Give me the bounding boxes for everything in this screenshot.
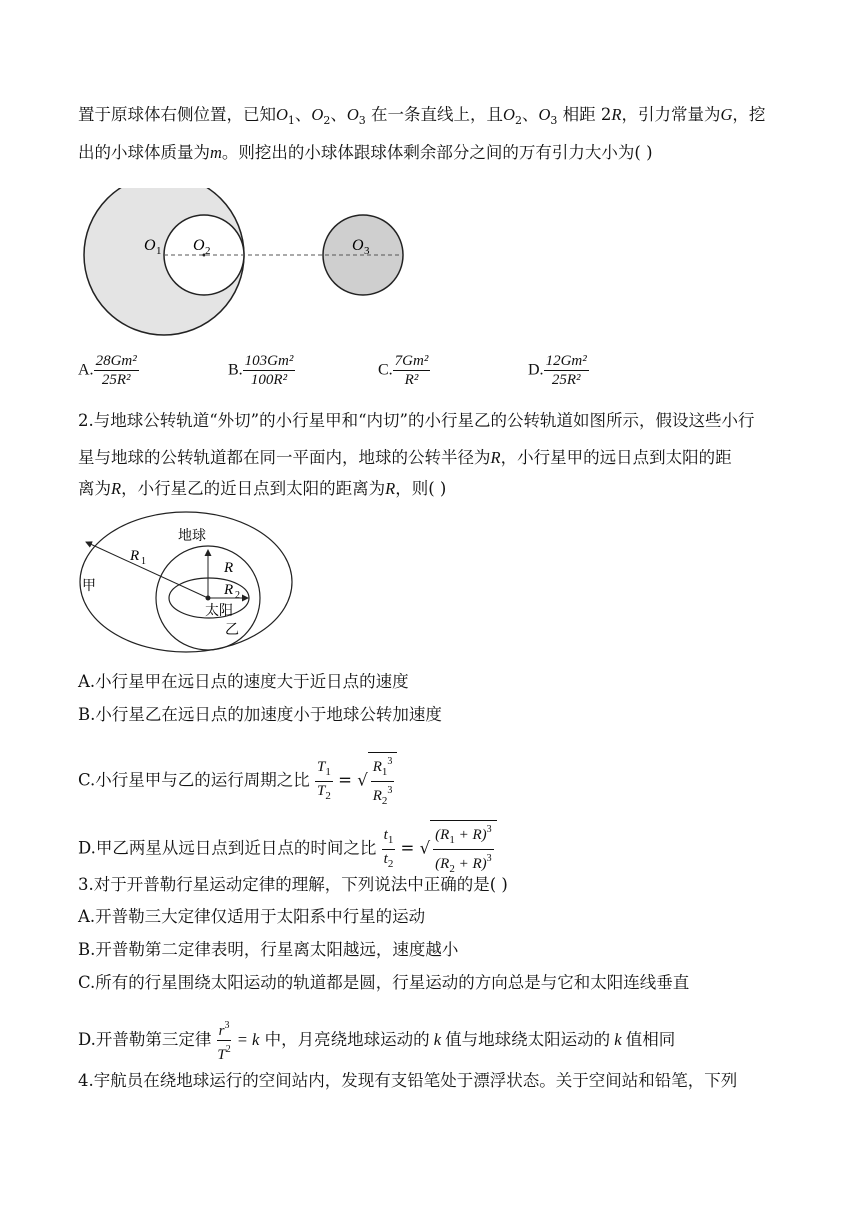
q2-line-1: 2.与地球公转轨道“外切”的小行星甲和“内切”的小行星乙的公转轨道如图所示，假设这些小行	[78, 411, 755, 430]
label-sun: 太阳	[205, 604, 233, 619]
label-o1: O	[144, 237, 156, 254]
svg-text:2: 2	[235, 590, 240, 601]
q2-option-b[interactable]: B.小行星乙在远日点的加速度小于地球公转加速度	[78, 705, 442, 724]
svg-text:R: R	[130, 548, 140, 564]
q2-orbit-figure	[78, 508, 298, 658]
q2-line-2: 星与地球的公转轨道都在同一平面内，地球的公转半径为R，小行星甲的远日点到太阳的距	[78, 448, 732, 467]
label-o3: O	[352, 237, 364, 254]
q1-option-d[interactable]: D. $\frac{\text{12Gm²}}{\text{25R²}}$	[528, 353, 587, 388]
q1-option-a[interactable]: A. $\frac{\text{28Gm²}}{\text{25R²}}$	[78, 353, 137, 388]
q3-option-b[interactable]: B.开普勒第二定律表明，行星离太阳越远，速度越小	[78, 940, 459, 959]
label-earth: 地球	[178, 529, 206, 544]
q2-line-3: 离为R，小行星乙的近日点到太阳的距离为R，则( )	[78, 479, 447, 498]
q2-option-c[interactable]: C.小行星甲与乙的运行周期之比 $\frac{T_1}{T_2}$ = √ $\frac{R_1^3}{R_2^3}$	[78, 752, 397, 810]
q3-stem: 3.对于开普勒行星运动定律的理解，下列说法中正确的是( )	[78, 875, 508, 894]
label-jia: 甲	[82, 579, 96, 594]
q3-option-a[interactable]: A.开普勒三大定律仅适用于太阳系中行星的运动	[78, 907, 426, 926]
q2-option-d[interactable]: D.甲乙两星从远日点到近日点的时间之比 $\frac{t_1}{t_2}$ = √ $\frac{(R_1 + R)^3}{(R_2 + R)^3}$	[78, 820, 497, 878]
label-o2: O	[193, 237, 205, 254]
q1-option-c[interactable]: C. $\frac{\text{7Gm²}}{\text{R²}}$	[378, 353, 429, 388]
svg-text:1: 1	[141, 556, 146, 567]
q4-stem: 4.宇航员在绕地球运行的空间站内，发现有支铅笔处于漂浮状态。关于空间站和铅笔，下列	[78, 1071, 738, 1090]
q1-sphere-figure	[80, 188, 410, 338]
q3-option-c[interactable]: C.所有的行星围绕太阳运动的轨道都是圆，行星运动的方向总是与它和太阳连线垂直	[78, 973, 690, 992]
q1-line-2: 出的小球体质量为m。则挖出的小球体跟球体剩余部分之间的万有引力大小为( )	[78, 143, 653, 162]
svg-text:1: 1	[156, 245, 162, 257]
q2-option-a[interactable]: A.小行星甲在远日点的速度大于近日点的速度	[78, 672, 409, 691]
svg-text:R: R	[224, 560, 234, 576]
q3-option-d[interactable]: D.开普勒第三定律 $\frac{r^3}{T^2}$ = k 中，月亮绕地球运动的 k 值与地球绕太阳运动的 k 值相同	[78, 1017, 675, 1064]
svg-text:R: R	[224, 582, 234, 598]
label-yi: 乙	[225, 623, 239, 638]
svg-text:3: 3	[364, 245, 370, 257]
q1-option-b[interactable]: B. $\frac{\text{103Gm²}}{\text{100R²}}$	[228, 353, 294, 388]
svg-text:2: 2	[205, 245, 211, 257]
q1-line-1: 置于原球体右侧位置，已知$O_1$、$O_2$、$O_3$ 在一条直线上，且$O_2$、$O_3$ 相距 2R，引力常量为G，挖	[78, 105, 766, 127]
